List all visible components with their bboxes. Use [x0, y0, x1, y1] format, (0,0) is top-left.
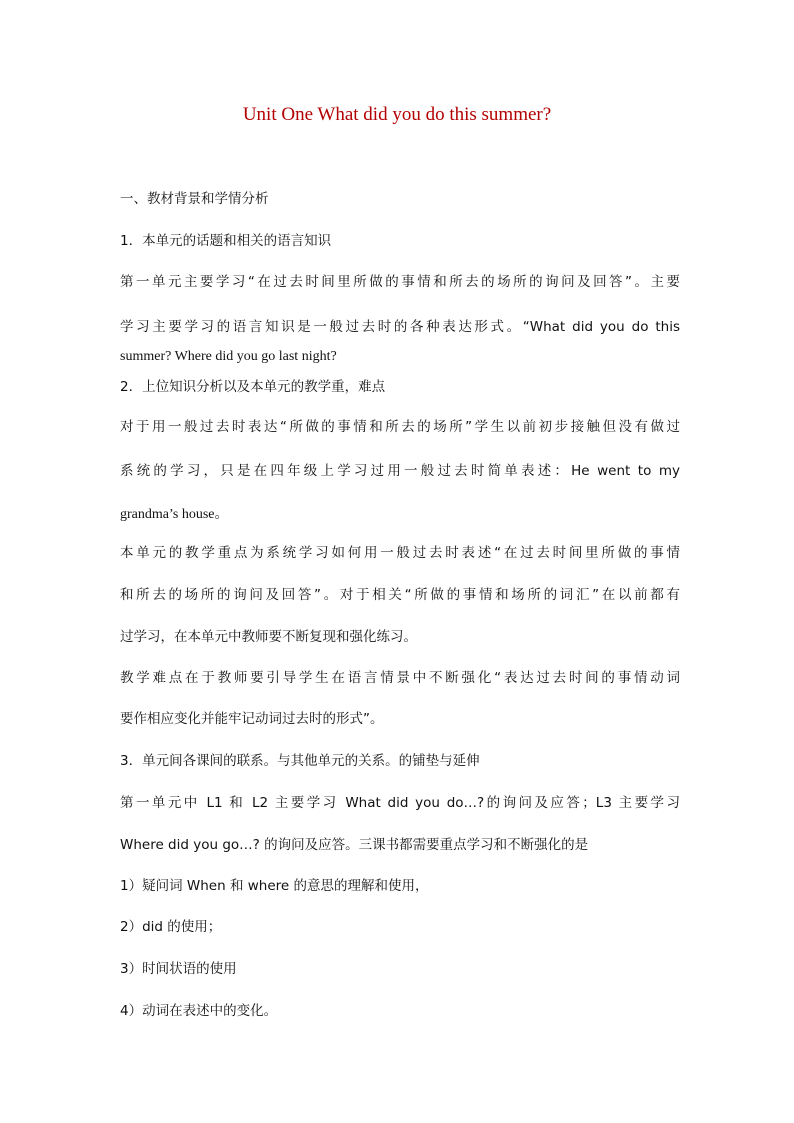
- document-title: Unit One What did you do this summer?: [242, 104, 552, 125]
- paragraph-line: summer? Where did you go last night?: [120, 349, 337, 364]
- subsection-heading: 3．单元间各课间的联系。与其他单元的关系。的铺垫与延伸: [120, 753, 480, 769]
- list-item: 3）时间状语的使用: [120, 961, 237, 977]
- paragraph-line: 第一单元中 L1 和 L2 主要学习 What did you do…?的询问及应答；L3 主要学习: [120, 795, 680, 811]
- subsection-heading: 1．本单元的话题和相关的语言知识: [120, 233, 332, 249]
- paragraph-line: 和所去的场所的询问及回答”。对于相关“所做的事情和场所的词汇”在以前都有: [120, 587, 680, 603]
- list-item: 2）did 的使用；: [120, 919, 222, 935]
- section-heading: 一、教材背景和学情分析: [120, 191, 269, 207]
- paragraph-line: 本单元的教学重点为系统学习如何用一般过去时表述“在过去时间里所做的事情: [120, 545, 680, 561]
- paragraph-line: Where did you go…? 的询问及应答。三课书都需要重点学习和不断强化的是: [120, 837, 589, 853]
- paragraph-line: 过学习，在本单元中教师要不断复现和强化练习。: [120, 629, 417, 645]
- subsection-heading: 2．上位知识分析以及本单元的教学重，难点: [120, 379, 386, 395]
- paragraph-line: 对于用一般过去时表达“所做的事情和所去的场所”学生以前初步接触但没有做过: [120, 419, 680, 435]
- paragraph-line: 教学难点在于教师要引导学生在语言情景中不断强化“表达过去时间的事情动词: [120, 670, 680, 686]
- paragraph-line: 学习主要学习的语言知识是一般过去时的各种表达形式。“What did you do this: [120, 319, 680, 335]
- paragraph-line: 要作相应变化并能牢记动词过去时的形式”。: [120, 711, 384, 727]
- paragraph-line: 第一单元主要学习“在过去时间里所做的事情和所去的场所的询问及回答”。主要: [120, 274, 680, 290]
- list-item: 1）疑问词 When 和 where 的意思的理解和使用，: [120, 878, 429, 894]
- list-item: 4）动词在表述中的变化。: [120, 1003, 278, 1019]
- paragraph-line: grandma’s house。: [120, 507, 229, 522]
- paragraph-line: 系统的学习，只是在四年级上学习过用一般过去时简单表述：He went to my: [120, 463, 680, 479]
